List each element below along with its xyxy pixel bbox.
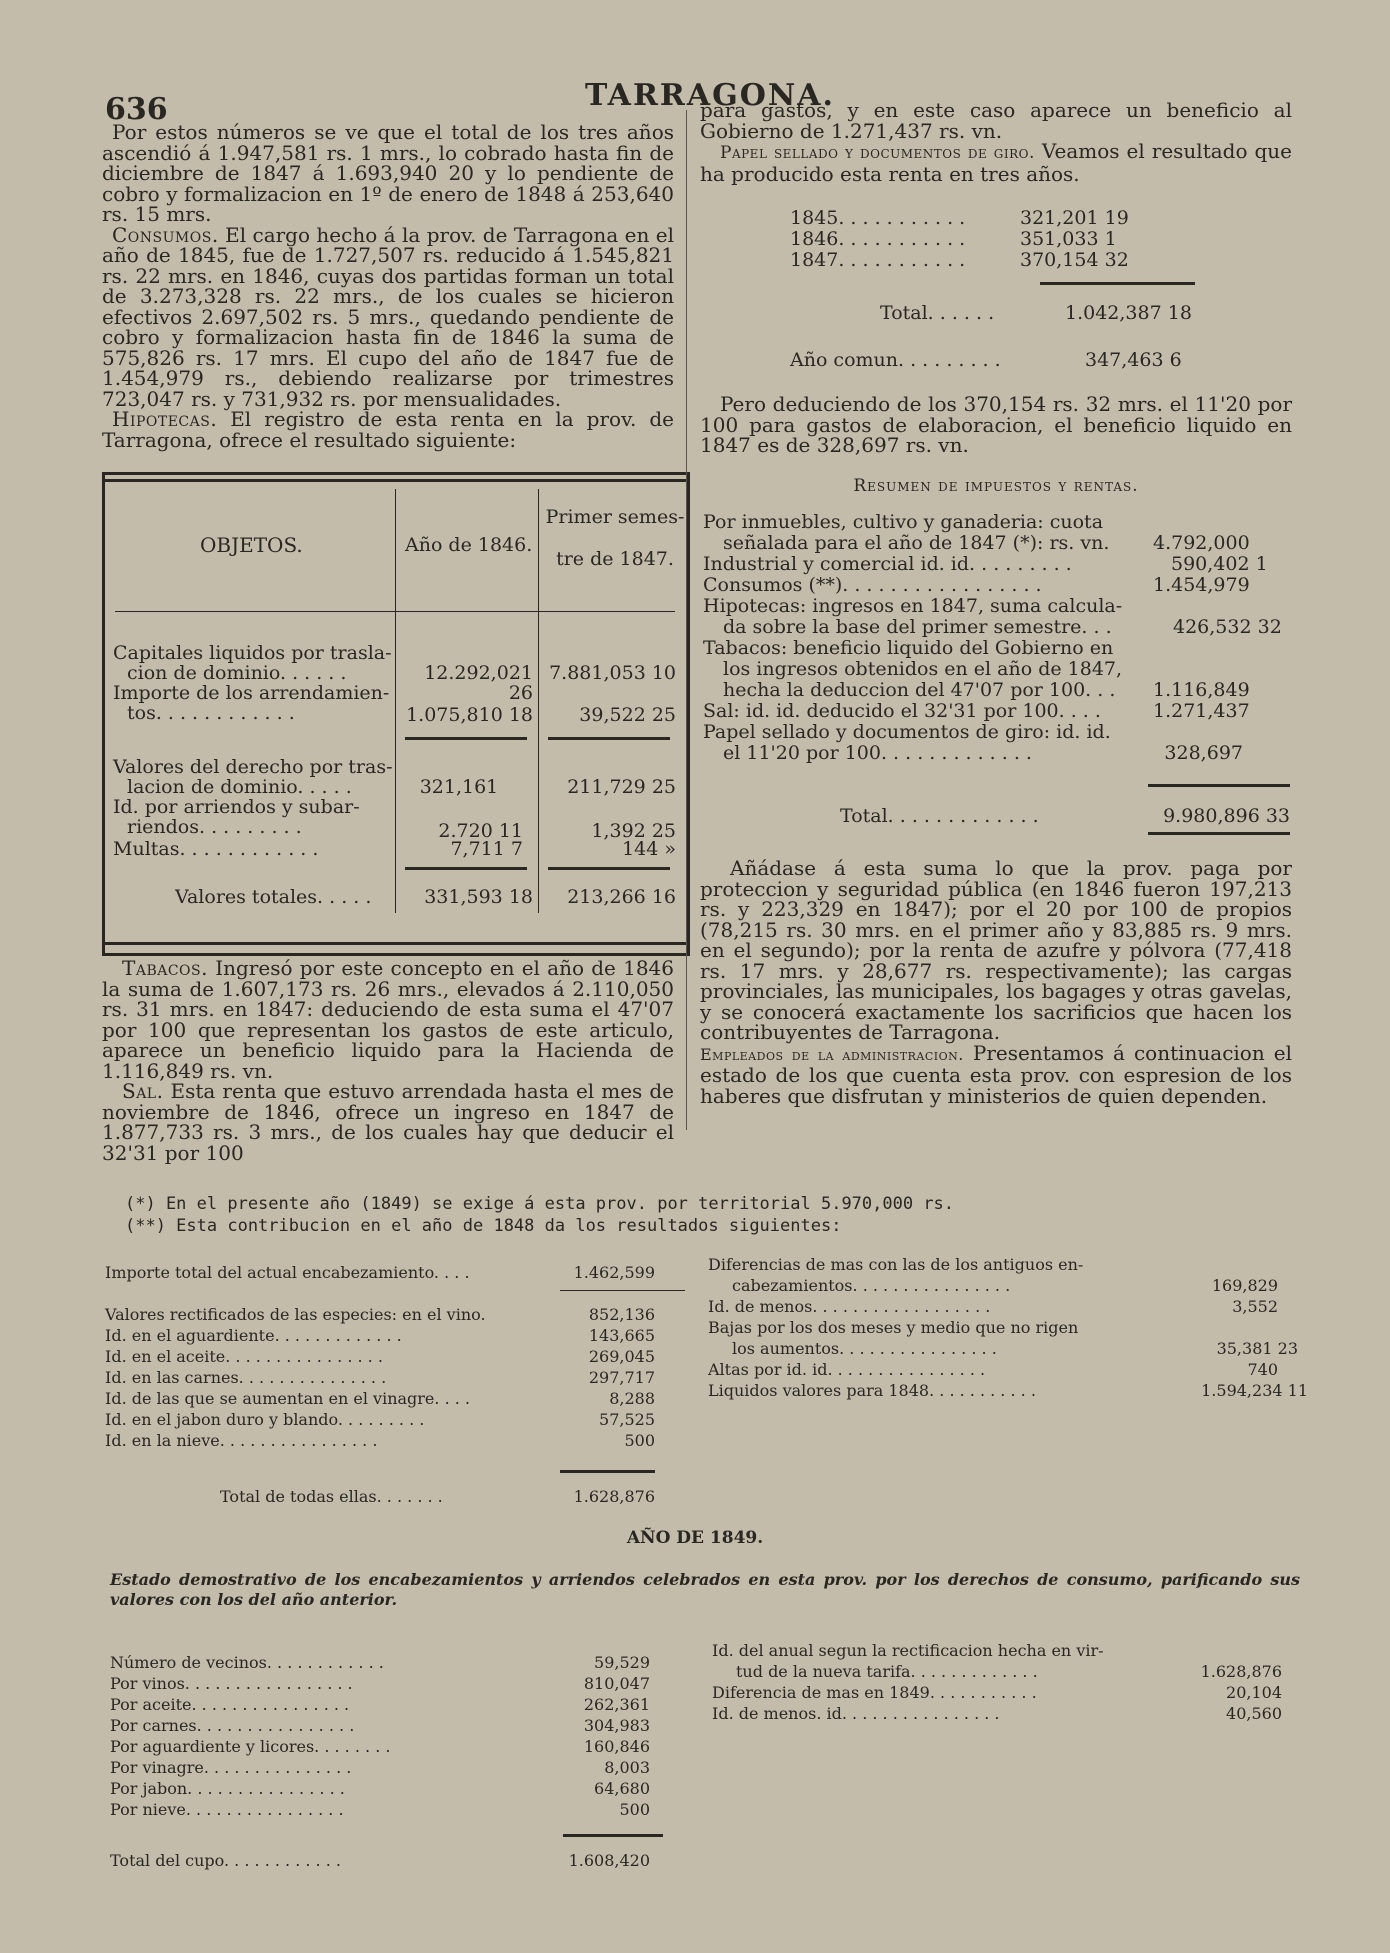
table-total-label: Valores totales. . . . . <box>175 886 372 908</box>
footnote-2: (**) Esta contribucion en el año de 1848 da los resultados siguientes: <box>125 1216 842 1236</box>
table-row-label: cion de dominio. . . . . . <box>127 662 347 684</box>
table-row-label: Importe de los arrendamien- <box>113 682 390 704</box>
table-row-label: Valores del derecho por tras- <box>113 756 393 778</box>
table-cell: 7,711 7 <box>450 838 523 860</box>
table-cell: 39,522 25 <box>579 704 676 726</box>
table-row-label: Multas. . . . . . . . . . . . <box>113 838 319 860</box>
paragraph-consumos: Consumos. El cargo hecho á la prov. de Tarragona en el año de 1845, fue de 1.727,507 rs. reducido á 1.545,821 rs. 22 mrs. en 1846, cuyas dos partidas forman un total de 3.273,328 rs. 22 mrs., de los cuales se hicieron efectivos 2.697,502 rs. 5 mrs., quedando pendiente de cobro y formalizacion hasta fin de 1846 la suma de 575,826 rs. 17 mrs. El cupo del año de 1847 fue de 1.454,979 rs., debiendo realizarse por trimestres 723,047 rs. y 731,932 rs. por mensualidades. <box>102 222 674 411</box>
col-header-objetos: OBJETOS. <box>200 533 303 557</box>
footnote-1: (*) En el presente año (1849) se exige á esta prov. por territorial 5.970,000 rs. <box>125 1194 955 1214</box>
col-header-1846: Año de 1846. <box>405 534 533 556</box>
paragraph: Por estos números se ve que el total de los tres años ascendió á 1.947,581 rs. 1 mrs., lo cobrado hasta fin de diciembre de 1847 á 1.693,940 20 y lo pendiente de cobro y formalizacion en 1º de enero de 1848 á 253,640 rs. 15 mrs. <box>102 120 674 226</box>
page-number: 636 <box>105 92 168 127</box>
table-cell: 144 » <box>622 838 676 860</box>
section-heading: Resumen de impuestos y rentas. <box>853 476 1139 496</box>
resumen-list: Por inmuebles, cultivo y ganaderia: cuota señalada para el año de 1847 (*): rs. vn. 4.792,000 Industrial y comercial id. id. . . . . . . . . 590,402 1 Consumos (**). . . . . . . . . . . . . . . . . 1.454,979 Hipotecas: ingresos en 1847, suma calcula- da sobre la base del primer semestre. . . 426,532 32 Tabacos: beneficio liquido del Gobierno en los ingresos obtenidos en el año de 1847, hecha la deduccion del 47'07 por 100. . . 1.116,849 Sal: id. id. deducido el 32'31 por 100. . . . 1.271,437 Papel sellado y documentos de giro: id. id. el 11'20 por 100. . . . . . . . . . . . . 328,697 <box>703 511 1282 764</box>
table-row-label: tos. . . . . . . . . . . . <box>127 702 295 724</box>
table-row-label: Id. por arriendos y subar- <box>113 796 360 818</box>
table-1849-right: Id. del anual segun la rectificacion hecha en vir- tud de la nueva tarifa. . . . . . . . . . . . . 1.628,876 Diferencia de mas en 1849. . . . . . . . . . . 20,104 Id. de menos. id. . . . . . . . . . . . . . . . 40,560 <box>712 1641 1282 1723</box>
table-cell: 321,161 <box>419 776 499 798</box>
paragraph: Pero deduciendo de los 370,154 rs. 32 mrs. el 11'20 por 100 para gastos de elaboracion, el beneficio liquido en 1847 es de 328,697 rs. vn. <box>700 392 1292 457</box>
paragraph-sal: Sal. Esta renta que estuvo arrendada hasta el mes de noviembre de 1846, ofrece un ingreso en 1847 de 1.877,733 rs. 3 mrs., de los cuales hay que deducir el 32'31 por 100 <box>102 1079 674 1165</box>
column-divider <box>686 110 687 1130</box>
table-total-1846: 331,593 18 <box>424 886 533 908</box>
table-1849-total: Total del cupo. . . . . . . . . . . . 1.608,420 <box>110 1851 650 1870</box>
table-cell: 211,729 25 <box>567 776 676 798</box>
paragraph-empleados: Empleados de la administracion. Presentamos á continuacion el estado de los que cuenta esta prov. con espresion de los haberes que disfrutan y ministerios de quien dependen. <box>700 1040 1292 1108</box>
caption-1849: Estado demostrativo de los encabezamientos y arriendos celebrados en esta prov. por los derechos de consumo, parificando sus valores con los del año anterior. <box>110 1570 1300 1609</box>
table-cell: 2.720 11 <box>438 820 523 842</box>
paragraph-tabacos: Tabacos. Ingresó por este concepto en el año de 1846 la suma de 1.607,173 rs. 26 mrs., elevados á 2.110,050 rs. 31 mrs. en 1847: deduciendo de esta suma el 47'07 por 100 que representan los gastos de este articulo, aparece un beneficio liquido para la Hacienda de 1.116,849 rs. vn. <box>102 956 674 1083</box>
page-title: TARRAGONA. <box>585 78 835 113</box>
papel-sellado-years: 1845. . . . . . . . . . . 321,201 19 1846. . . . . . . . . . . 351,033 1 1847. . . . . . . . . . . 370,154 32 <box>790 207 1129 271</box>
paragraph: Añádase á esta suma lo que la prov. paga por proteccion y seguridad pública (en 1846 fueron 197,213 rs. y 223,329 en 1847); por el 20 por 100 de propios (78,215 rs. 30 mrs. en el primer año y 83,885 rs. 9 mrs. en el segundo); por la renta de azufre y pólvora (77,418 rs. 17 mrs. y 28,677 rs. respectivamente); las cargas provinciales, las municipales, los bagages y otras gavelas, y se conocerá exactamente los sacrificios que hacen los contribuyentes de Tarragona. <box>700 856 1292 1044</box>
table-cell: 7.881,053 10 <box>549 662 676 684</box>
table-total-1847: 213,266 16 <box>567 886 676 908</box>
table-row-label: riendos. . . . . . . . . <box>127 816 302 838</box>
resumen-total: Total. . . . . . . . . . . . . 9.980,896 33 <box>840 805 1290 827</box>
right-column-text-3 <box>700 858 1292 1106</box>
notes-left-list: Importe total del actual encabezamiento. . . . 1.462,599 <box>105 1263 655 1282</box>
left-column-text <box>102 122 674 450</box>
col-header-1847-a: Primer semes- <box>545 506 685 528</box>
paragraph: para gastos, y en este caso aparece un beneficio al Gobierno de 1.271,437 rs. vn. <box>700 98 1292 143</box>
notes-right-list: Diferencias de mas con las de los antiguos en- cabezamientos. . . . . . . . . . . . . . . . 169,829 Id. de menos. . . . . . . . . . . . . . . . . . 3,552 Bajas por los dos meses y medio que no rigen los aumentos. . . . . . . . . . . . . . . . 35,381 23 Altas por id. id. . . . . . . . . . . . . . . . 740 Liquidos valores para 1848. . . . . . . . . . . 1.594,234 11 <box>708 1255 1308 1400</box>
left-column-text-2 <box>102 958 674 1163</box>
table-cell: 1,392 25 <box>591 820 676 842</box>
right-column-text <box>700 100 1292 184</box>
table-cell: 1.075,810 18 <box>406 704 533 726</box>
hipotecas-table <box>102 472 690 956</box>
table-row-label: Capitales liquidos por trasla- <box>113 642 392 664</box>
section-title-1849: AÑO DE 1849. <box>626 1528 764 1548</box>
notes-left-total: Total de todas ellas. . . . . . . 1.628,876 <box>220 1487 655 1506</box>
paragraph-hipotecas: Hipotecas. El registro de esta renta en la prov. de Tarragona, ofrece el resultado siguiente: <box>102 407 674 452</box>
notes-left-list-2: Valores rectificados de las especies: en el vino. 852,136 Id. en el aguardiente. . . . . . . . . . . . . 143,665 Id. en el aceite. . . . . . . . . . . . . . . . 269,045 Id. en las carnes. . . . . . . . . . . . . . . 297,717 Id. de las que se aumentan en el vinagre. . . . 8,288 Id. en el jabon duro y blando. . . . . . . . . 57,525 Id. en la nieve. . . . . . . . . . . . . . . . 500 <box>105 1305 655 1450</box>
col-header-1847-b: tre de 1847. <box>556 548 674 570</box>
table-cell: 12.292,021 26 <box>424 662 533 704</box>
table-1849-left: Número de vecinos. . . . . . . . . . . . 59,529 Por vinos. . . . . . . . . . . . . . . . . 810,047 Por aceite. . . . . . . . . . . . . . . . 262,361 Por carnes. . . . . . . . . . . . . . . . 304,983 Por aguardiente y licores. . . . . . . . 160,846 Por vinagre. . . . . . . . . . . . . . . 8,003 Por jabon. . . . . . . . . . . . . . . . 64,680 Por nieve. . . . . . . . . . . . . . . . 500 <box>110 1653 650 1819</box>
papel-avg: Año comun. . . . . . . . . 347,463 6 <box>790 349 1182 371</box>
right-column-text-2 <box>700 394 1292 456</box>
paragraph-papel: Papel sellado y documentos de giro. Veamos el resultado que ha producido esta renta en tres años. <box>700 139 1293 186</box>
table-row-label: lacion de dominio. . . . . <box>127 776 352 798</box>
papel-total: Total. . . . . . 1.042,387 18 <box>880 302 1192 324</box>
